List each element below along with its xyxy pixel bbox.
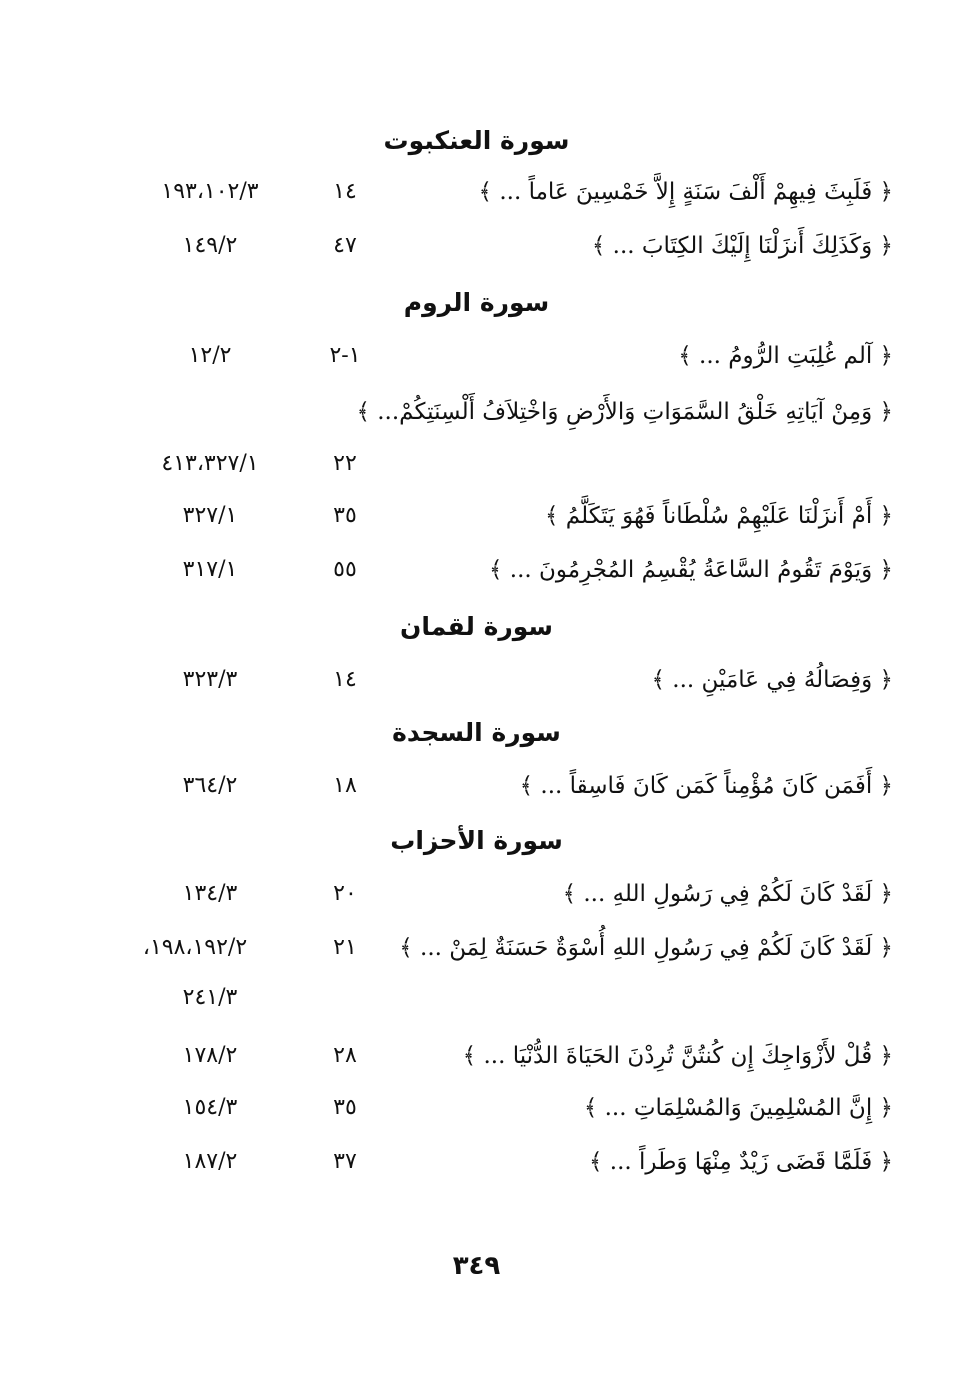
verse-text: ﴿ إِنَّ المُسْلِمِينَ وَالمُسْلِمَاتِ ... ﴾: [583, 1095, 893, 1121]
ayah-number: ٢٨: [333, 1043, 357, 1068]
volume-page-reference: ٤١٣،٣٢٧/١: [161, 451, 259, 476]
page-number: ٣٤٩: [452, 1251, 501, 1281]
volume-page-reference: ١٣٤/٣: [182, 881, 238, 906]
index-row: [0, 1088, 953, 1128]
volume-page-reference-continued: ٢٤١/٣: [182, 985, 238, 1010]
volume-page-reference: ٣٢٧/١: [182, 503, 238, 528]
verse-text: ﴿ فَلَبِثَ فِيهِمْ أَلْفَ سَنَةٍ إِلاَّ خَمْسِينَ عَاماً ... ﴾: [478, 179, 893, 205]
ayah-number: ٤٧: [333, 233, 357, 258]
section-heading-sajda: سورة السجدة: [392, 718, 561, 747]
index-row: [0, 660, 953, 700]
verse-text: ﴿ لَقَدْ كَانَ لَكُمْ فِي رَسُولِ اللهِ أُسْوَةٌ حَسَنَةٌ لِمَنْ ... ﴾: [399, 935, 893, 961]
verse-text: ﴿ أَمْ أَنزَلْنَا عَلَيْهِمْ سُلْطَاناً فَهُوَ يَتَكَلَّمُ ﴾: [545, 503, 893, 529]
index-row: [0, 172, 953, 212]
section-heading-rum: سورة الروم: [403, 288, 550, 317]
volume-page-reference: ١٨٧/٢: [182, 1149, 238, 1174]
volume-page-reference: ١٢/٢: [188, 343, 232, 368]
index-row: [0, 496, 953, 536]
verse-text: ﴿ وَمِنْ آيَاتِهِ خَلْقُ السَّمَوَاتِ وَالأَرْضِ وَاخْتِلاَفُ أَلْسِنَتِكُمْ... ﴾: [356, 399, 893, 425]
verse-text: ﴿ قُلْ لأَزْوَاجِكَ إِن كُنتُنَّ تُرِدْنَ الحَيَاةَ الدُّنْيَا ... ﴾: [462, 1043, 893, 1069]
volume-page-reference: ٣١٧/١: [182, 557, 238, 582]
section-heading-ankabut: سورة العنكبوت: [383, 126, 570, 155]
ayah-number: ١٤: [333, 179, 357, 204]
ayah-number: ٣٥: [333, 1095, 357, 1120]
volume-page-reference: ٣٦٤/٢: [182, 773, 238, 798]
index-row: [0, 766, 953, 806]
ayah-number: ٢٢: [333, 451, 357, 476]
verse-text: ﴿ فَلَمَّا قَضَى زَيْدٌ مِنْهَا وَطَراً ... ﴾: [588, 1149, 893, 1175]
section-heading-luqman: سورة لقمان: [400, 612, 553, 641]
ayah-number: ٢٠: [333, 881, 357, 906]
section-heading-ahzab: سورة الأحزاب: [390, 826, 563, 855]
index-row: [0, 550, 953, 590]
ayah-number: ٣٥: [333, 503, 357, 528]
ayah-number: ١-٢: [329, 343, 361, 368]
index-row: [0, 1036, 953, 1076]
index-row: [0, 384, 953, 496]
volume-page-reference: ٣٢٣/٣: [182, 667, 238, 692]
ayah-number: ٢١: [333, 935, 357, 960]
verse-text: ﴿ وَيَوْمَ تَقُومُ السَّاعَةُ يُقْسِمُ المُجْرِمُونَ ... ﴾: [488, 557, 893, 583]
ayah-number: ١٤: [333, 667, 357, 692]
volume-page-reference: ١٧٨/٢: [182, 1043, 238, 1068]
verse-text: ﴿ لَقَدْ كَانَ لَكُمْ فِي رَسُولِ اللهِ ... ﴾: [562, 881, 893, 907]
verse-text: ﴿ وَكَذَلِكَ أَنزَلْنَا إِلَيْكَ الكِتَابَ ... ﴾: [591, 233, 893, 259]
index-row: [0, 1142, 953, 1182]
verse-text: ﴿ أَفَمَن كَانَ مُؤْمِناً كَمَن كَانَ فَاسِقاً ... ﴾: [519, 773, 893, 799]
verse-text: ﴿ آلم غُلِبَتِ الرُّومُ ... ﴾: [678, 343, 893, 369]
volume-page-reference: ١٤٩/٢: [182, 233, 238, 258]
index-row: [0, 226, 953, 266]
ayah-number: ٣٧: [333, 1149, 357, 1174]
ayah-number: ٥٥: [333, 557, 357, 582]
index-row: [0, 928, 953, 1018]
volume-page-reference: ١٩٣،١٠٢/٣: [161, 179, 259, 204]
volume-page-reference: ١٩٨،١٩٢/٢،: [142, 935, 248, 960]
index-row: [0, 874, 953, 914]
verse-text: ﴿ وَفِصَالُهُ فِي عَامَيْنِ ... ﴾: [651, 667, 893, 693]
index-row: [0, 336, 953, 376]
ayah-number: ١٨: [333, 773, 357, 798]
volume-page-reference: ١٥٤/٣: [182, 1095, 238, 1120]
